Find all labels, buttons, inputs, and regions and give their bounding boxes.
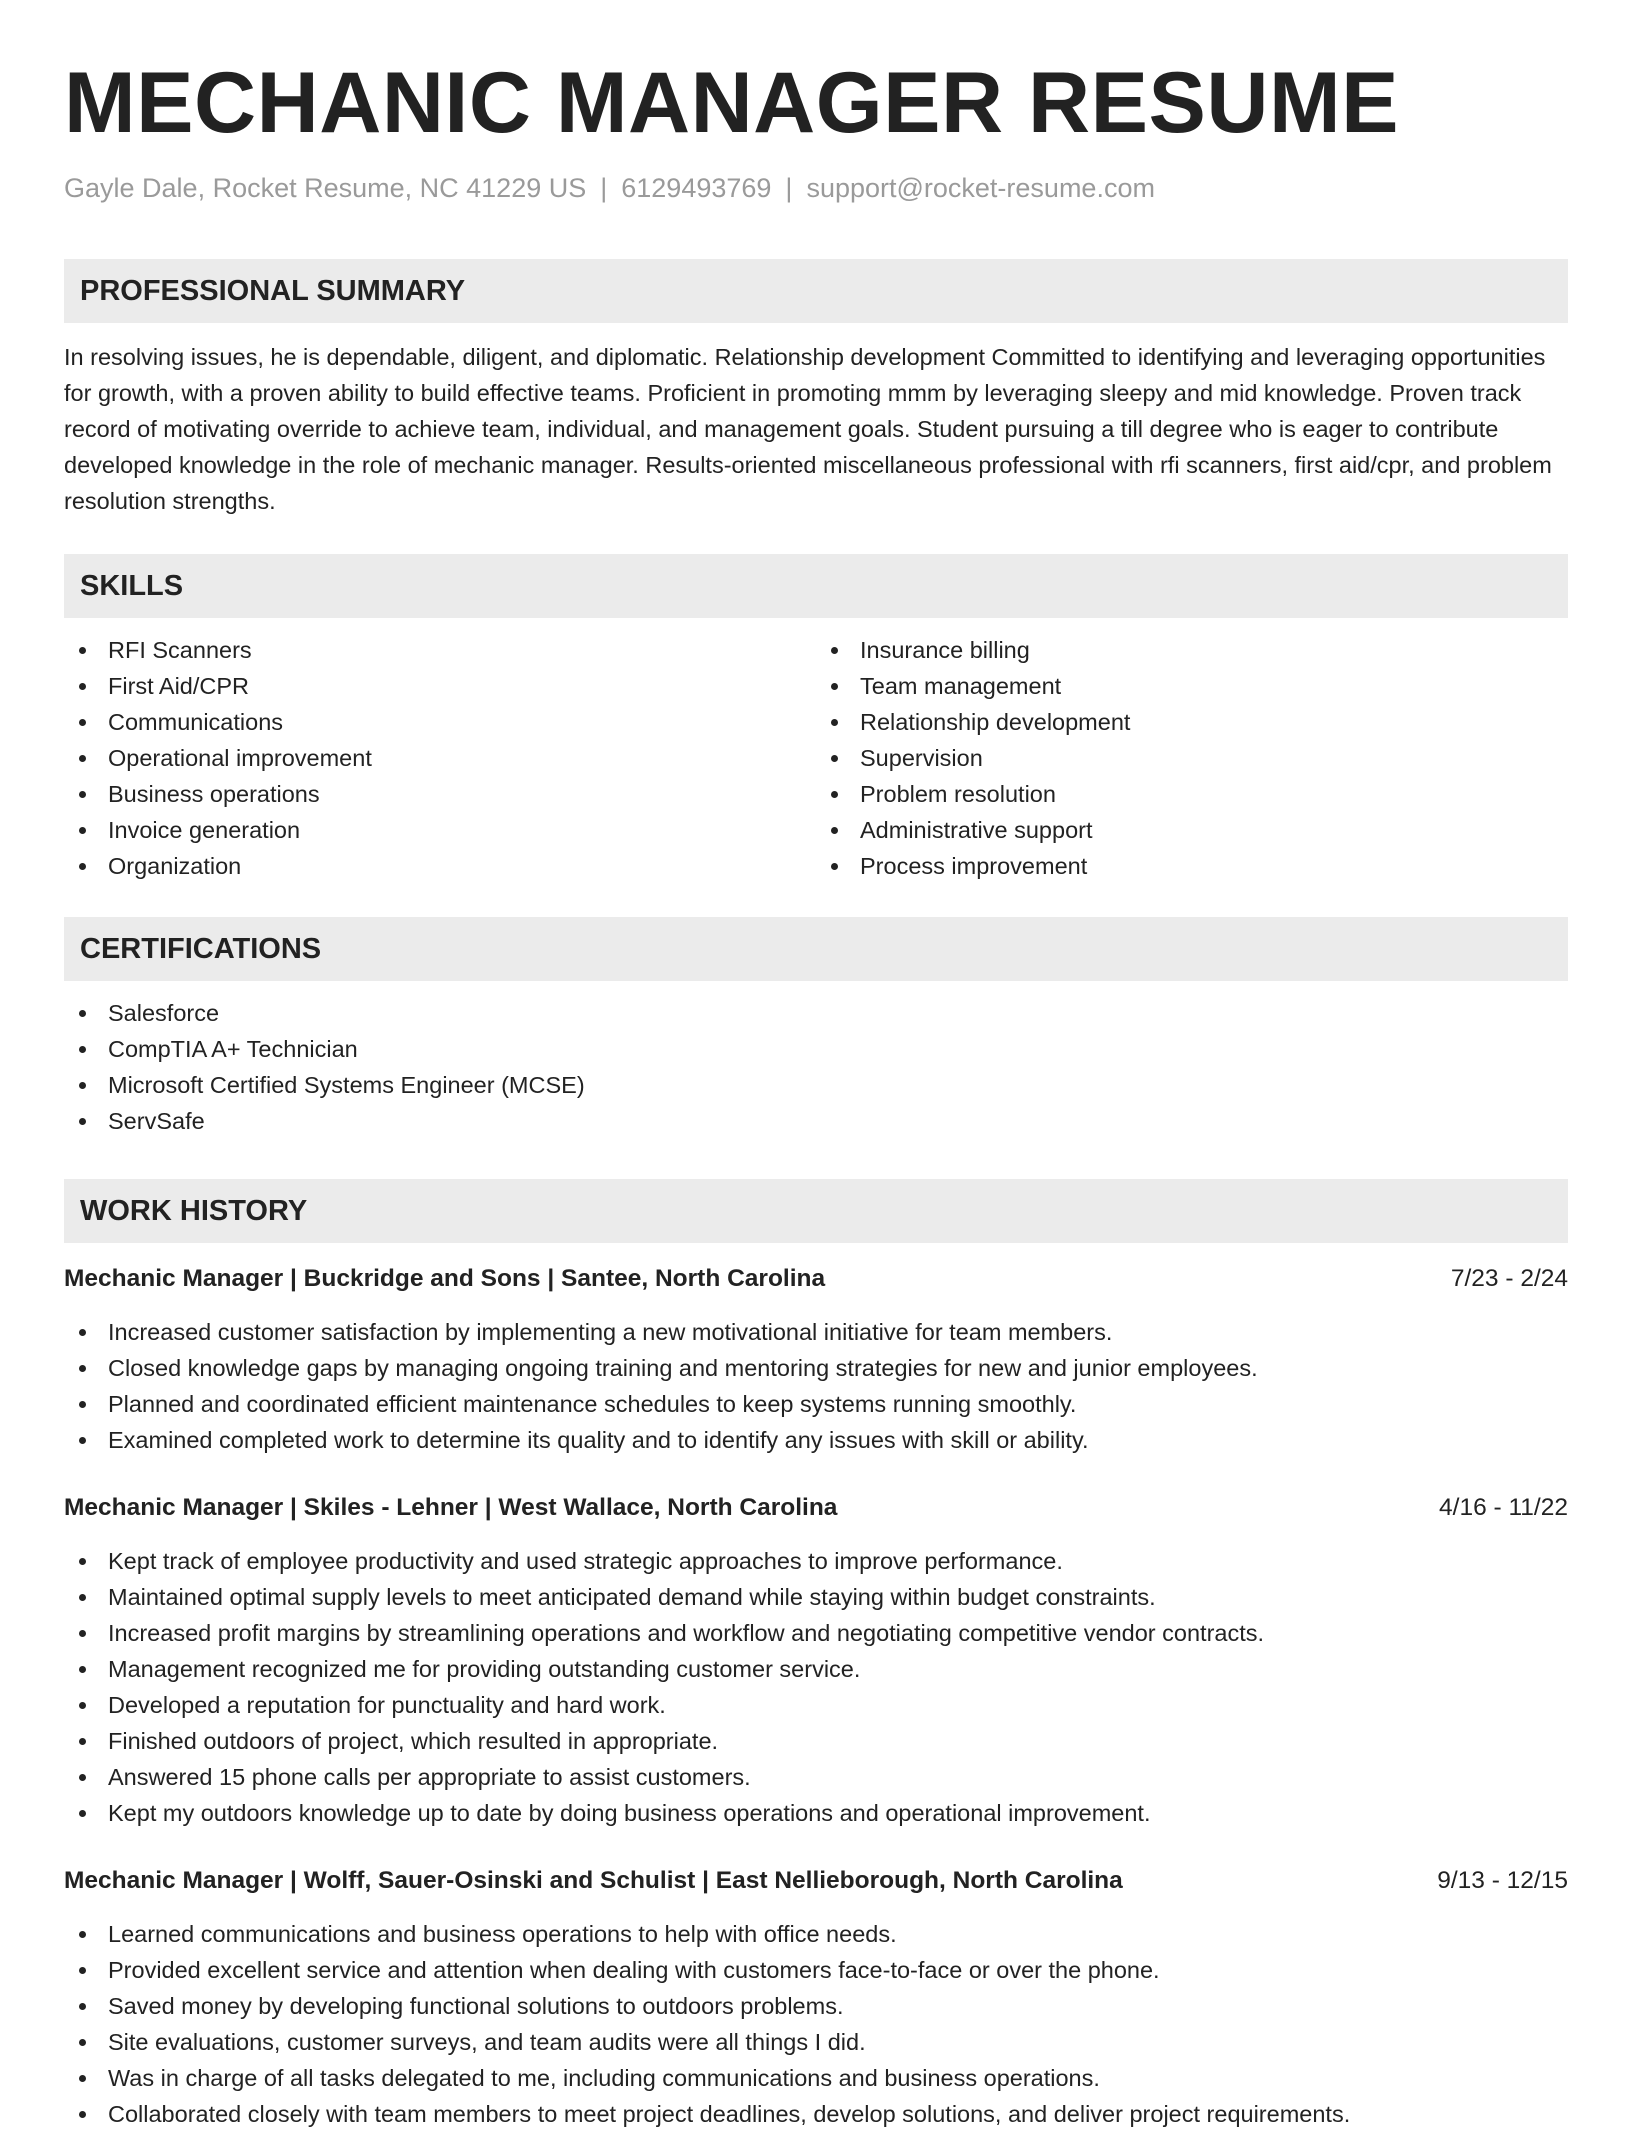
skill-item: Supervision <box>816 740 1568 776</box>
job-title: Mechanic Manager | Wolff, Sauer-Osinski and Schulist | East Nellieborough, North Carolina <box>64 1867 1123 1894</box>
section-header-certifications: CERTIFICATIONS <box>64 917 1568 981</box>
certification-item: Microsoft Certified Systems Engineer (MCSE) <box>64 1067 1568 1103</box>
job-header <box>64 1490 1568 1526</box>
job-bullet: Collaborated closely with team members to meet project deadlines, develop solutions, and deliver project requirements. <box>64 2096 1568 2132</box>
skill-item: Team management <box>816 668 1568 704</box>
skills-column-left <box>64 632 816 884</box>
contact-email: support@rocket-resume.com <box>806 173 1155 203</box>
section-header-work-history: WORK HISTORY <box>64 1179 1568 1243</box>
job-dates: 9/13 - 12/15 <box>1437 1867 1568 1894</box>
skill-item: Process improvement <box>816 848 1568 884</box>
job-bullet: Kept track of employee productivity and used strategic approaches to improve performance. <box>64 1543 1568 1579</box>
section-header-skills: SKILLS <box>64 554 1568 618</box>
job-bullet: Was in charge of all tasks delegated to me, including communications and business operations. <box>64 2060 1568 2096</box>
certification-item: Salesforce <box>64 995 1568 1031</box>
job-bullet: Saved money by developing functional solutions to outdoors problems. <box>64 1988 1568 2024</box>
job-bullet: Maintained optimal supply levels to meet anticipated demand while staying within budget constraints. <box>64 1579 1568 1615</box>
skills-list <box>64 632 1568 884</box>
job-bullet: Increased profit margins by streamlining operations and workflow and negotiating competitive vendor contracts. <box>64 1615 1568 1651</box>
job-dates: 4/16 - 11/22 <box>1439 1494 1568 1521</box>
page-title: MECHANIC MANAGER RESUME <box>64 55 1399 151</box>
skill-item: First Aid/CPR <box>64 668 816 704</box>
job-title: Mechanic Manager | Buckridge and Sons | Santee, North Carolina <box>64 1265 826 1292</box>
job-bullet: Examined completed work to determine its quality and to identify any issues with skill or ability. <box>64 1422 1568 1458</box>
skill-item: Invoice generation <box>64 812 816 848</box>
summary-text: In resolving issues, he is dependable, diligent, and diplomatic. Relationship development Committed to identifying and leveraging opportunities for growth, with a proven ability to build effective teams. Proficient in promoting mmm by leveraging sleepy and mid knowledge. Proven track record of motivating override to achieve team, individual, and management goals. Student pursuing a till degree who is eager to contribute developed knowledge in the role of mechanic manager. Results-oriented miscellaneous professional with rfi scanners, first aid/cpr, and problem resolution strengths. <box>64 344 1552 514</box>
contact-phone: 6129493769 <box>621 173 772 203</box>
certification-item: ServSafe <box>64 1103 1568 1139</box>
job-bullet: Developed a reputation for punctuality and hard work. <box>64 1687 1568 1723</box>
certification-item: CompTIA A+ Technician <box>64 1031 1568 1067</box>
job-entry <box>64 1863 1568 2132</box>
contact-address: Gayle Dale, Rocket Resume, NC 41229 US <box>64 173 587 203</box>
skill-item: Relationship development <box>816 704 1568 740</box>
skill-item: Administrative support <box>816 812 1568 848</box>
job-entry <box>64 1261 1568 1458</box>
job-bullet: Management recognized me for providing outstanding customer service. <box>64 1651 1568 1687</box>
job-bullet: Closed knowledge gaps by managing ongoing training and mentoring strategies for new and junior employees. <box>64 1350 1568 1386</box>
skill-item: Insurance billing <box>816 632 1568 668</box>
contact-line <box>64 172 1568 208</box>
job-bullets <box>64 1916 1568 2132</box>
job-bullet: Kept my outdoors knowledge up to date by doing business operations and operational improvement. <box>64 1795 1568 1831</box>
job-bullets <box>64 1543 1568 1831</box>
contact-separator: | <box>785 173 793 203</box>
job-header <box>64 1261 1568 1297</box>
contact-separator: | <box>600 173 608 203</box>
job-bullets <box>64 1314 1568 1458</box>
skill-item: Problem resolution <box>816 776 1568 812</box>
skill-item: Business operations <box>64 776 816 812</box>
job-bullet: Finished outdoors of project, which resulted in appropriate. <box>64 1723 1568 1759</box>
section-header-professional-summary: PROFESSIONAL SUMMARY <box>64 259 1568 323</box>
job-title: Mechanic Manager | Skiles - Lehner | West Wallace, North Carolina <box>64 1494 838 1521</box>
job-bullet: Answered 15 phone calls per appropriate to assist customers. <box>64 1759 1568 1795</box>
skill-item: Organization <box>64 848 816 884</box>
job-entry <box>64 1490 1568 1831</box>
skill-item: RFI Scanners <box>64 632 816 668</box>
job-bullet: Increased customer satisfaction by implementing a new motivational initiative for team members. <box>64 1314 1568 1350</box>
job-bullet: Provided excellent service and attention when dealing with customers face-to-face or over the phone. <box>64 1952 1568 1988</box>
job-bullet: Planned and coordinated efficient maintenance schedules to keep systems running smoothly. <box>64 1386 1568 1422</box>
skill-item: Communications <box>64 704 816 740</box>
job-bullet: Learned communications and business operations to help with office needs. <box>64 1916 1568 1952</box>
job-dates: 7/23 - 2/24 <box>1450 1265 1568 1292</box>
skill-item: Operational improvement <box>64 740 816 776</box>
job-bullet: Site evaluations, customer surveys, and team audits were all things I did. <box>64 2024 1568 2060</box>
skills-column-right <box>816 632 1568 884</box>
job-header <box>64 1863 1568 1899</box>
certifications-list <box>64 995 1568 1139</box>
